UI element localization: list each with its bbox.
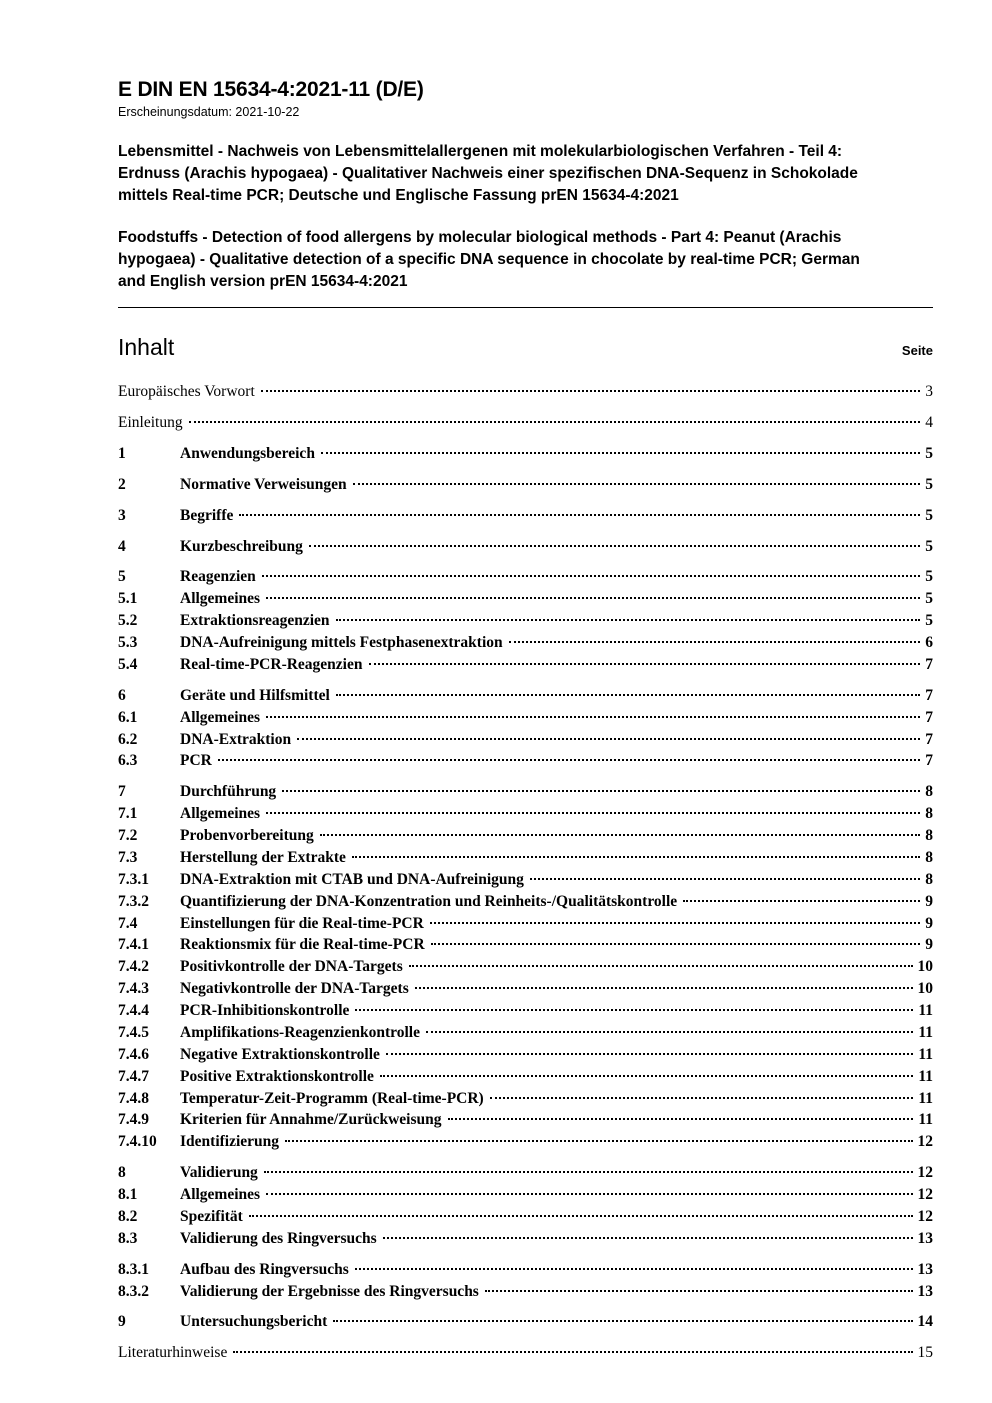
toc-entry[interactable] [118, 1131, 933, 1153]
toc-entry[interactable] [118, 1022, 933, 1044]
toc-leader-dots [431, 943, 921, 945]
toc-entry-page: 11 [918, 1045, 933, 1063]
toc-entry-label: Reagenzien [180, 568, 256, 586]
toc-entry-label: Begriffe [180, 506, 234, 524]
toc-entry[interactable] [118, 956, 933, 978]
toc-entry-label: Spezifität [180, 1207, 243, 1225]
toc-entry-label: Untersuchungsbericht [180, 1313, 328, 1331]
toc-entry[interactable] [118, 891, 933, 913]
toc-entry-label: Identifizierung [180, 1133, 280, 1151]
toc-entry[interactable] [118, 1206, 933, 1228]
toc-entry-label: Literaturhinweise [118, 1344, 228, 1362]
toc-entry-label: Allgemeines [180, 708, 261, 726]
toc-leader-dots [383, 1237, 913, 1239]
toc-leader-dots [266, 1193, 912, 1195]
toc-entry[interactable] [118, 707, 933, 729]
toc-entry-label: Validierung des Ringversuchs [180, 1229, 377, 1247]
toc-leader-dots [530, 878, 920, 880]
toc-leader-dots [239, 514, 920, 516]
document-publication-date: Erscheinungsdatum: 2021-10-22 [118, 105, 300, 119]
toc-entry[interactable] [118, 1066, 933, 1088]
toc-entry-number: 2 [118, 475, 126, 493]
toc-entry-label: Temperatur-Zeit-Programm (Real-time-PCR) [180, 1089, 484, 1107]
toc-entry-page: 10 [917, 980, 933, 998]
toc-spacer [118, 434, 933, 443]
toc-entry-label: Allgemeines [180, 590, 261, 608]
toc-entry[interactable] [118, 1259, 933, 1281]
toc-leader-dots [369, 663, 921, 665]
toc-entry-number: 7.2 [118, 827, 138, 845]
toc-entry[interactable] [118, 912, 933, 934]
toc-leader-dots [336, 619, 921, 621]
toc-entry-page: 11 [918, 1089, 933, 1107]
toc-leader-dots [683, 900, 920, 902]
toc-entry-label: Allgemeines [180, 1186, 261, 1204]
toc-entry[interactable] [118, 728, 933, 750]
toc-entry[interactable] [118, 381, 933, 403]
toc-leader-dots [333, 1320, 912, 1322]
toc-leader-dots [249, 1215, 913, 1217]
toc-entry[interactable] [118, 1000, 933, 1022]
toc-entry-page: 12 [917, 1133, 933, 1151]
toc-entry-page: 8 [925, 827, 933, 845]
toc-entry-number: 7.4.9 [118, 1111, 149, 1129]
toc-entry-page: 5 [925, 475, 933, 493]
toc-entry-page: 8 [925, 805, 933, 823]
toc-leader-dots [266, 597, 920, 599]
toc-leader-dots [355, 1268, 913, 1270]
toc-entry-number: 7.1 [118, 805, 138, 823]
toc-entry-page: 7 [925, 686, 933, 704]
toc-entry-page: 12 [917, 1186, 933, 1204]
toc-entry-label: Extraktionsreagenzien [180, 612, 330, 630]
toc-entry[interactable] [118, 566, 933, 588]
toc-spacer [118, 1153, 933, 1162]
toc-entry-number: 8.3 [118, 1229, 138, 1247]
toc-entry-number: 4 [118, 537, 126, 555]
toc-entry-number: 5.1 [118, 590, 138, 608]
toc-entry-number: 7.4 [118, 914, 138, 932]
toc-entry-label: Anwendungsbereich [180, 444, 315, 462]
toc-entry-number: 7.4.8 [118, 1089, 149, 1107]
toc-entry-page: 9 [925, 914, 933, 932]
document-title-german: Lebensmittel - Nachweis von Lebensmittelallergenen mit molekularbiologischen Verfahren - Teil 4: Erdnuss (Arachis hypogaea) - Qualitativer Nachweis einer spezifischen DNA-Sequenz in Schokolade mittels Real-time PCR; Deutsche und Englische Fassung prEN 15634-4:2021 [118, 143, 858, 204]
toc-entry-number: 7.3 [118, 848, 138, 866]
toc-entry-page: 12 [917, 1207, 933, 1225]
toc-leader-dots [448, 1118, 914, 1120]
toc-entry-number: 6.1 [118, 708, 138, 726]
toc-entry-page: 5 [925, 612, 933, 630]
toc-entry-label: Geräte und Hilfsmittel [180, 686, 330, 704]
toc-entry-number: 5.3 [118, 634, 138, 652]
toc-entry[interactable] [118, 978, 933, 1000]
toc-entry[interactable] [118, 412, 933, 434]
toc-entry-number: 7.4.6 [118, 1045, 149, 1063]
toc-leader-dots [355, 1009, 913, 1011]
toc-entry-label: Allgemeines [180, 805, 261, 823]
toc-entry-label: Negativkontrolle der DNA-Targets [180, 980, 409, 998]
toc-entry-page: 13 [917, 1260, 933, 1278]
toc-entry[interactable] [118, 685, 933, 707]
toc-entry-number: 8 [118, 1164, 126, 1182]
toc-entry-page: 11 [918, 1023, 933, 1041]
toc-entry-label: DNA-Aufreinigung mittels Festphasenextraktion [180, 634, 503, 652]
toc-entry-number: 7 [118, 783, 126, 801]
toc-entry-label: Aufbau des Ringversuchs [180, 1260, 349, 1278]
toc-entry[interactable] [118, 588, 933, 610]
toc-leader-dots [309, 545, 920, 547]
toc-entry-page: 13 [917, 1282, 933, 1300]
toc-entry-label: Real-time-PCR-Reagenzien [180, 655, 363, 673]
toc-entry-page: 7 [925, 752, 933, 770]
toc-leader-dots [285, 1140, 912, 1142]
toc-entry-page: 12 [917, 1164, 933, 1182]
toc-entry-label: PCR-Inhibitionskontrolle [180, 1002, 350, 1020]
toc-spacer [118, 1250, 933, 1259]
toc-entry-label: Normative Verweisungen [180, 475, 347, 493]
toc-leader-dots [266, 716, 920, 718]
toc-entry-page: 7 [925, 708, 933, 726]
toc-entry-label: Validierung [180, 1164, 258, 1182]
toc-entry-page: 8 [925, 870, 933, 888]
toc-entry-number: 8.1 [118, 1186, 138, 1204]
toc-entry-label: Positivkontrolle der DNA-Targets [180, 958, 403, 976]
toc-entry-number: 5.4 [118, 655, 138, 673]
toc-entry[interactable] [118, 1044, 933, 1066]
toc-entry-number: 6 [118, 686, 126, 704]
toc-entry-label: Amplifikations-Reagenzienkontrolle [180, 1023, 420, 1041]
toc-entry-number: 7.4.4 [118, 1002, 149, 1020]
toc-leader-dots [189, 421, 921, 423]
toc-leader-dots [409, 965, 913, 967]
toc-entry[interactable] [118, 781, 933, 803]
toc-entry-number: 8.2 [118, 1207, 138, 1225]
toc-entry-number: 9 [118, 1313, 126, 1331]
toc-spacer [118, 526, 933, 535]
toc-entry-page: 11 [918, 1067, 933, 1085]
toc-entry-number: 7.4.2 [118, 958, 149, 976]
toc-leader-dots [380, 1075, 913, 1077]
toc-entry-page: 7 [925, 655, 933, 673]
toc-entry-number: 7.3.1 [118, 870, 149, 888]
toc-entry[interactable] [118, 1109, 933, 1131]
toc-entry[interactable] [118, 443, 933, 465]
toc-header [118, 334, 933, 361]
toc-entry-label: Kriterien für Annahme/Zurückweisung [180, 1111, 442, 1129]
toc-entry[interactable] [118, 1184, 933, 1206]
toc-entry[interactable] [118, 1087, 933, 1109]
toc-entry[interactable] [118, 654, 933, 676]
toc-entry-page: 10 [917, 958, 933, 976]
toc-entry-label: Reaktionsmix für die Real-time-PCR [180, 936, 425, 954]
toc-page-column-label: Seite [901, 343, 933, 358]
toc-entry[interactable] [118, 632, 933, 654]
toc-entry[interactable] [118, 1162, 933, 1184]
toc-entry[interactable] [118, 750, 933, 772]
toc-entry[interactable] [118, 934, 933, 956]
toc-entry-page: 9 [925, 936, 933, 954]
toc-entry-label: Europäisches Vorwort [118, 383, 255, 401]
toc-leader-dots [233, 1351, 912, 1353]
toc-entry-label: Validierung der Ergebnisse des Ringversuchs [180, 1282, 479, 1300]
toc-entry-page: 5 [925, 506, 933, 524]
toc-spacer [118, 557, 933, 566]
toc-entry-page: 5 [925, 590, 933, 608]
toc-entry-page: 14 [917, 1313, 933, 1331]
toc-entry-page: 5 [925, 444, 933, 462]
toc-entry-number: 7.3.2 [118, 892, 149, 910]
toc-leader-dots [261, 390, 920, 392]
toc-entry-number: 7.4.3 [118, 980, 149, 998]
toc-entry-page: 8 [925, 848, 933, 866]
toc-entry[interactable] [118, 610, 933, 632]
table-of-contents [118, 381, 933, 1364]
toc-entry-page: 8 [925, 783, 933, 801]
toc-entry-number: 7.4.5 [118, 1023, 149, 1041]
toc-entry-number: 7.4.7 [118, 1067, 149, 1085]
toc-entry-label: Kurzbeschreibung [180, 537, 303, 555]
toc-leader-dots [352, 856, 920, 858]
toc-spacer [118, 403, 933, 412]
toc-leader-dots [336, 694, 920, 696]
toc-entry-page: 6 [925, 634, 933, 652]
toc-entry-label: DNA-Extraktion [180, 730, 292, 748]
toc-entry-label: DNA-Extraktion mit CTAB und DNA-Aufreinigung [180, 870, 524, 888]
toc-entry-label: Einleitung [118, 414, 183, 432]
toc-entry-page: 5 [925, 537, 933, 555]
toc-entry-label: Probenvorbereitung [180, 827, 314, 845]
toc-spacer [118, 496, 933, 505]
toc-spacer [118, 676, 933, 685]
toc-heading: Inhalt [118, 334, 175, 360]
toc-entry-page: 11 [918, 1002, 933, 1020]
toc-entry-page: 4 [925, 414, 933, 432]
toc-entry-label: PCR [180, 752, 212, 770]
toc-entry[interactable] [118, 505, 933, 527]
toc-leader-dots [320, 834, 920, 836]
toc-entry[interactable] [118, 535, 933, 557]
header-divider [118, 307, 933, 308]
toc-leader-dots [264, 1171, 913, 1173]
toc-entry-page: 11 [918, 1111, 933, 1129]
toc-entry-label: Einstellungen für die Real-time-PCR [180, 914, 424, 932]
toc-leader-dots [266, 812, 920, 814]
toc-entry-page: 3 [925, 383, 933, 401]
toc-leader-dots [262, 575, 920, 577]
toc-entry-label: Durchführung [180, 783, 277, 801]
toc-entry-label: Herstellung der Extrakte [180, 848, 346, 866]
toc-entry-number: 5.2 [118, 612, 138, 630]
toc-entry-page: 5 [925, 568, 933, 586]
toc-leader-dots [426, 1031, 913, 1033]
toc-entry[interactable] [118, 847, 933, 869]
toc-leader-dots [353, 483, 921, 485]
document-number: E DIN EN 15634-4:2021-11 (D/E) [118, 78, 424, 101]
toc-entry-label: Negative Extraktionskontrolle [180, 1045, 380, 1063]
toc-entry-page: 13 [917, 1229, 933, 1247]
toc-entry-label: Positive Extraktionskontrolle [180, 1067, 374, 1085]
toc-leader-dots [430, 922, 920, 924]
toc-leader-dots [485, 1290, 913, 1292]
toc-entry-number: 6.2 [118, 730, 138, 748]
document-title-english: Foodstuffs - Detection of food allergens by molecular biological methods - Part 4: Peanut (Arachis hypogaea) - Qualitative detection of a specific DNA sequence in chocolate by real-time PCR; German and English version prEN 15634-4:2021 [118, 229, 860, 290]
toc-entry[interactable] [118, 1342, 933, 1364]
toc-entry-number: 6.3 [118, 752, 138, 770]
toc-entry-number: 1 [118, 444, 126, 462]
toc-entry-number: 8.3.2 [118, 1282, 149, 1300]
toc-entry[interactable] [118, 803, 933, 825]
toc-leader-dots [218, 759, 920, 761]
toc-leader-dots [415, 987, 913, 989]
toc-spacer [118, 465, 933, 474]
toc-leader-dots [386, 1053, 913, 1055]
toc-entry-label: Quantifizierung der DNA-Konzentration und Reinheits-/Qualitätskontrolle [180, 892, 678, 910]
toc-entry-page: 9 [925, 892, 933, 910]
toc-spacer [118, 1302, 933, 1311]
toc-entry[interactable] [118, 869, 933, 891]
toc-entry[interactable] [118, 1228, 933, 1250]
toc-entry-page: 7 [925, 730, 933, 748]
toc-entry-number: 7.4.10 [118, 1133, 157, 1151]
toc-entry[interactable] [118, 825, 933, 847]
toc-entry[interactable] [118, 1280, 933, 1302]
toc-spacer [118, 1333, 933, 1342]
toc-entry-number: 5 [118, 568, 126, 586]
toc-leader-dots [490, 1097, 914, 1099]
toc-entry-page: 15 [917, 1344, 933, 1362]
toc-entry[interactable] [118, 1311, 933, 1333]
toc-leader-dots [509, 641, 921, 643]
toc-entry-number: 8.3.1 [118, 1260, 149, 1278]
toc-leader-dots [282, 790, 920, 792]
toc-leader-dots [321, 452, 920, 454]
toc-spacer [118, 772, 933, 781]
toc-entry-number: 3 [118, 506, 126, 524]
toc-entry-number: 7.4.1 [118, 936, 149, 954]
toc-entry[interactable] [118, 474, 933, 496]
toc-leader-dots [297, 738, 920, 740]
